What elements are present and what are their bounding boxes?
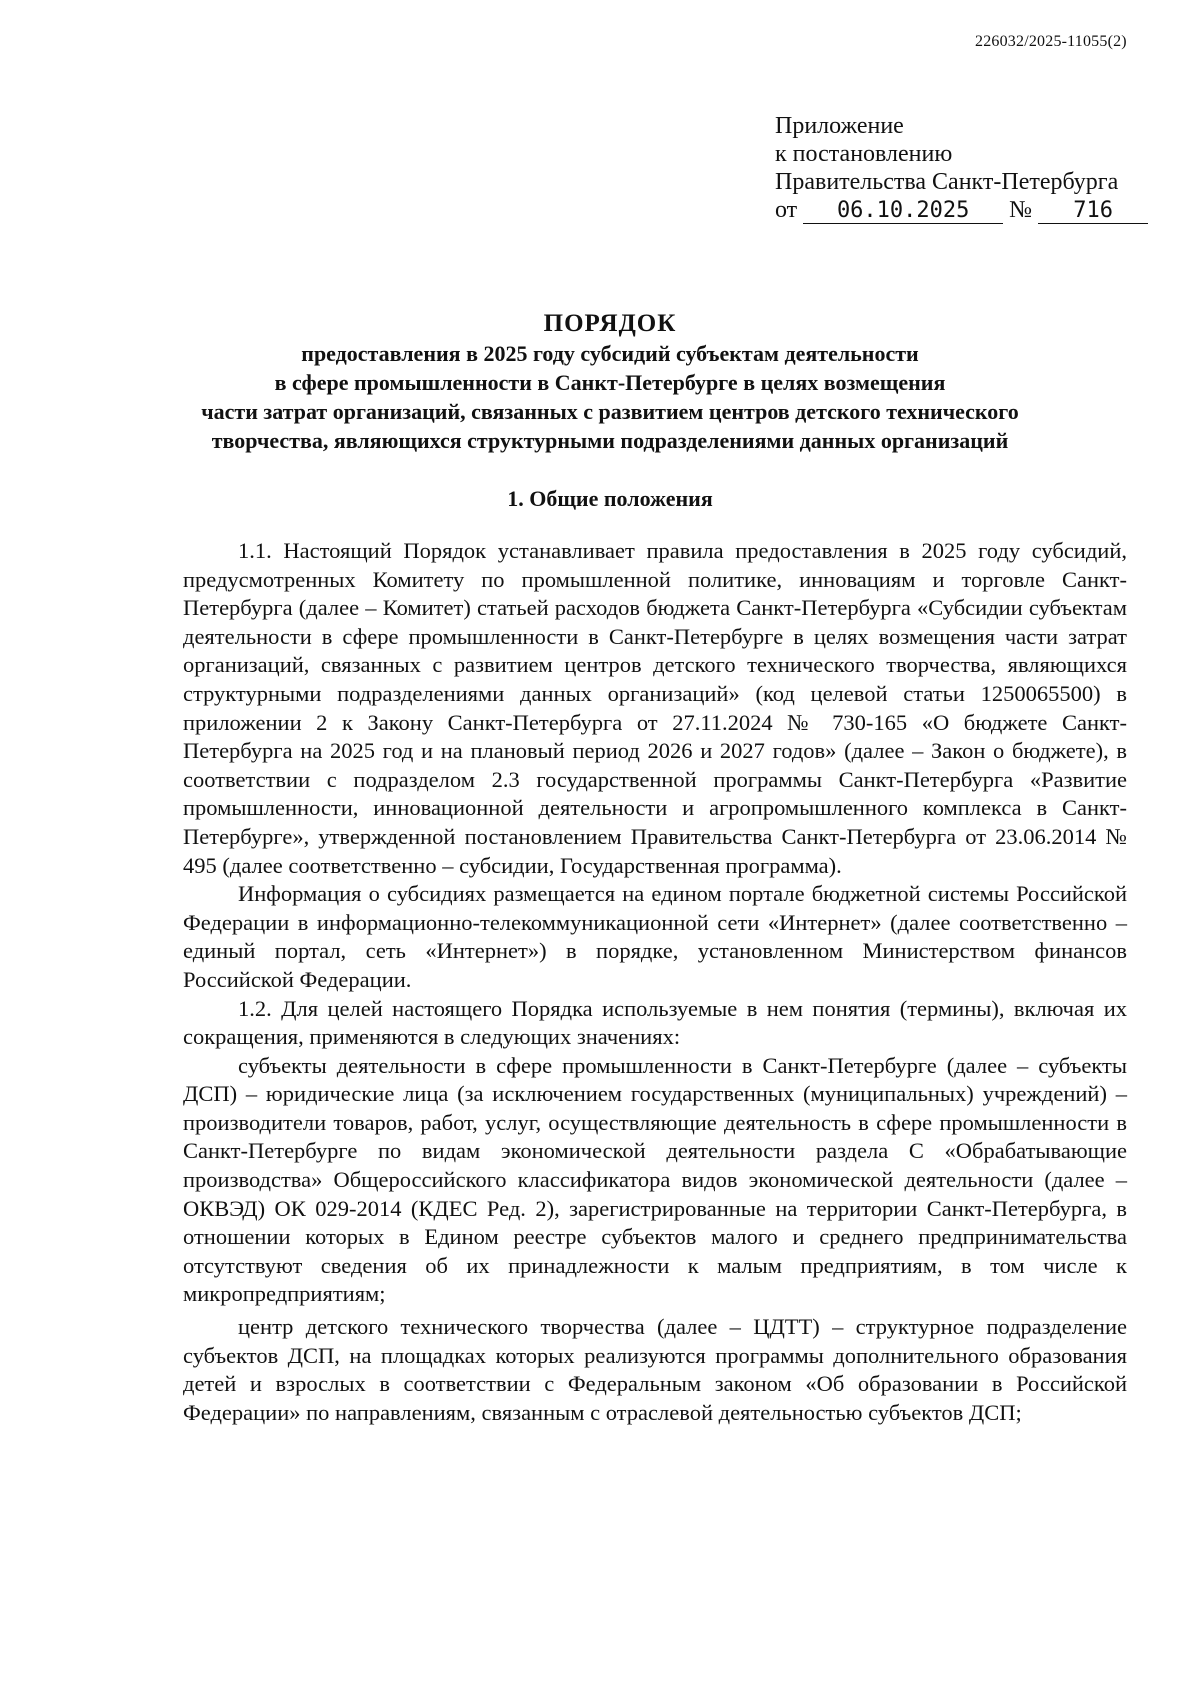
title-main: ПОРЯДОК xyxy=(543,310,677,337)
title-line: предоставления в 2025 году субсидий субъектам деятельности xyxy=(301,341,919,366)
number-prefix: № xyxy=(1009,197,1033,223)
paragraph-1-1: 1.1. Настоящий Порядок устанавливает правила предоставления в 2025 году субсидий, предусмотренных Комитету по промышленной политике, инновациям и торговле Санкт-Петербурга (далее – Комитет) статьей расходов бюджета Санкт-Петербурга «Субсидии субъектам деятельности в сфере промышленности в Санкт-Петербурге в целях возмещения части затрат организаций, связанных с развитием центров детского технического творчества, являющихся структурными подразделениями данных организаций» (код целевой статьи 1250065500) в приложении 2 к Закону Санкт-Петербурга от 27.11.2024 № 730-165 «О бюджете Санкт-Петербурга на 2025 год и на плановый период 2026 и 2027 годов» (далее – Закон о бюджете), в соответствии с подразделом 2.3 государственной программы Санкт-Петербурга «Развитие промышленности, инновационной деятельности и агропромышленного комплекса в Санкт-Петербурге», утвержденной постановлением Правительства Санкт-Петербурга от 23.06.2014 № 495 (далее соответственно – субсидии, Государственная программа). xyxy=(183,538,1127,878)
appendix-label: Приложение xyxy=(775,113,904,139)
title-line: в сфере промышленности в Санкт-Петербурге в целях возмещения xyxy=(274,370,946,395)
appendix-government-label: Правительства Санкт-Петербурга xyxy=(775,169,1119,195)
definition-center: центр детского технического творчества (далее – ЦДТТ) – структурное подразделение субъектов ДСП, на площадках которых реализуются программы дополнительного образования детей и взрослых в соответствии с Федеральным законом «Об образовании в Российской Федерации» по направлениям, связанным с отраслевой деятельностью субъектов ДСП; xyxy=(183,1314,1127,1425)
title-line: творчества, являющихся структурными подразделениями данных организаций xyxy=(211,428,1009,453)
date-prefix: от xyxy=(775,197,798,223)
appendix-resolution-label: к постановлению xyxy=(775,141,953,167)
title-line: части затрат организаций, связанных с развитием центров детского технического xyxy=(201,399,1019,424)
definition-subjects: субъекты деятельности в сфере промышленности в Санкт-Петербурге (далее – субъекты ДСП) – юридические лица (за исключением государственных (муниципальных) учреждений) – производители товаров, работ, услуг, осуществляющие деятельность в сфере промышленности в Санкт-Петербурге по видам экономической деятельности раздела C «Обрабатывающие производства» Общероссийского классификатора видов экономической деятельности (далее – ОКВЭД) ОК 029-2014 (КДЕС Ред. 2), зарегистрированные на территории Санкт-Петербурга, в отношении которых в Едином реестре субъектов малого и среднего предпринимательства отсутствуют сведения об их принадлежности к малым предприятиям, в том числе к микропредприятиям; xyxy=(183,1052,1127,1307)
document-registration-number: 226032/2025-11055(2) xyxy=(975,33,1127,50)
resolution-date: 06.10.2025 xyxy=(803,200,1003,224)
resolution-number: 716 xyxy=(1038,200,1148,224)
appendix-header xyxy=(775,112,1175,224)
paragraph-1-2: 1.2. Для целей настоящего Порядка используемые в нем понятия (термины), включая их сокращения, применяются в следующих значениях: xyxy=(183,995,1127,1050)
document-body xyxy=(183,537,1127,1427)
document-title xyxy=(150,309,1070,455)
appendix-date-line xyxy=(775,196,1175,224)
section-heading: 1. Общие положения xyxy=(507,486,713,511)
paragraph-info: Информация о субсидиях размещается на едином портале бюджетной системы Российской Федерации в информационно-телекоммуникационной сети «Интернет» (далее соответственно – единый портал, сеть «Интернет») в порядке, установленном Министерством финансов Российской Федерации. xyxy=(183,881,1127,992)
